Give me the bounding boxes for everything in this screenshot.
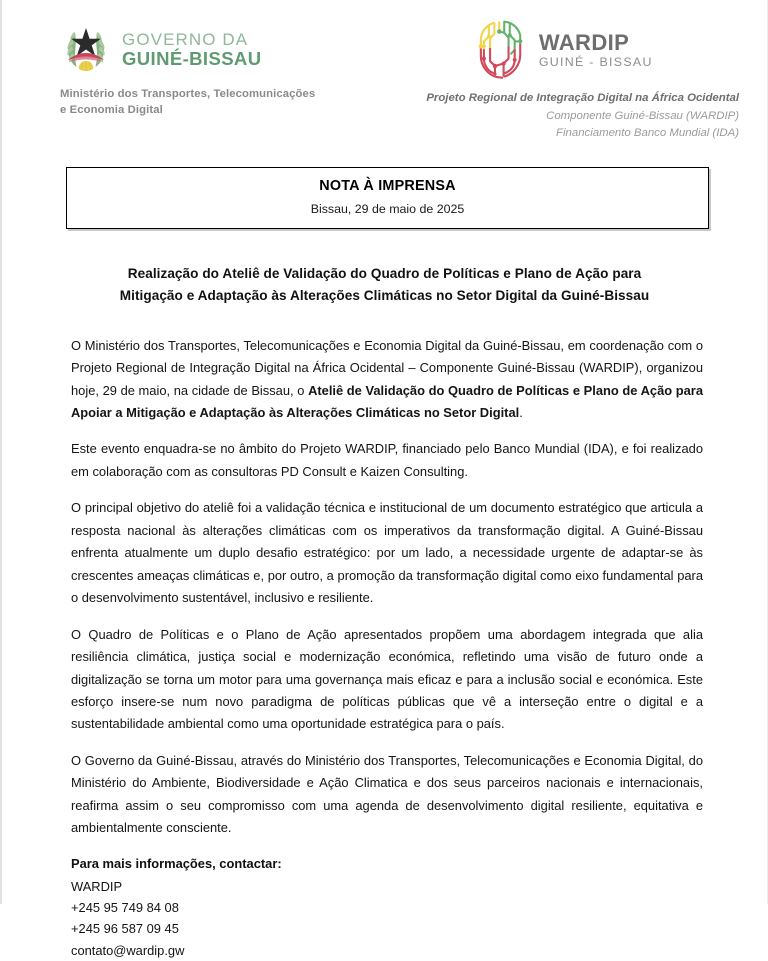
contact-phone-1: +245 95 749 84 08: [71, 900, 179, 915]
paragraph-5: O Governo da Guiné-Bissau, através do Ministério dos Transportes, Telecomunicações e Economia Digital, do Ministério do Ambiente, Biodiversidade e Ação Climatica e dos seus parceiros nacionais e internacionais, reafirma assim o seu compromisso com uma agenda de desenvolvimento digital resiliente, equitativa e ambientalmente consciente.: [71, 752, 703, 836]
paragraph-1-prefix: O Ministério dos Transportes, Telecomunicações e Economia Digital da Guiné-Bissau, em coordenação com o Projeto Regional de Integração Digital na África Ocidental – Componente Guiné-Bissau (WARDIP), organizou hoje, 29 de maio, na cidade de Bissau, o: [71, 337, 703, 398]
project-title-line1: Projeto Regional de Integração Digital na África Ocidental: [426, 92, 739, 104]
government-lockup: [60, 24, 389, 74]
contact-heading: Para mais informações, contactar:: [71, 855, 282, 871]
press-release-banner-wrap: [2, 143, 767, 229]
wardip-logo-name: WARDIP: [538, 29, 630, 55]
wardip-logo-subtitle: GUINÉ - BISSAU: [538, 54, 653, 69]
document-header: [2, 0, 767, 143]
wardip-brain-circuit-icon: [475, 18, 531, 82]
wardip-wordmark: [538, 29, 653, 69]
press-release-heading: NOTA À IMPRENSA: [319, 178, 456, 195]
page-title: [68, 263, 701, 307]
project-component-line: Componente Guiné-Bissau (WARDIP): [546, 109, 739, 122]
press-release-banner: [66, 167, 709, 229]
wardip-branding: [389, 16, 739, 143]
contact-email: contato@wardip.gw: [71, 942, 185, 958]
paragraph-2: Este evento enquadra-se no âmbito do Projeto WARDIP, financiado pelo Banco Mundial (IDA), e foi realizado em colaboração com as consultoras PD Consult e Kaizen Consulting.: [71, 441, 703, 479]
contact-phone-2: +245 96 587 09 45: [71, 921, 179, 937]
project-funding-line: Financiamento Banco Mundial (IDA): [556, 127, 739, 140]
government-wordmark-line2: GUINÉ-BISSAU: [122, 48, 262, 70]
wardip-lockup: [389, 18, 739, 82]
ministry-subtitle-line2: e Economia Digital: [60, 104, 163, 117]
guinea-bissau-coat-of-arms-icon: [60, 24, 112, 74]
page-title-line2: Mitigação e Adaptação às Alterações Climáticas no Setor Digital da Guiné-Bissau: [119, 287, 650, 303]
document-body: [2, 307, 767, 840]
contact-organization: WARDIP: [71, 878, 123, 894]
press-release-date: Bissau, 29 de maio de 2025: [310, 202, 465, 217]
government-wordmark-line1: GOVERNO DA: [122, 30, 249, 50]
contact-block: [2, 840, 767, 961]
paragraph-1: [71, 335, 703, 425]
ministry-subtitle: [60, 86, 389, 119]
paragraph-4: O Quadro de Políticas e o Plano de Ação apresentados propõem uma abordagem integrada que alia resiliência climática, justiça social e modernização económica, refletindo uma visão de futuro onde a digitalização se torna um motor para uma governança mais eficaz e para a inclusão social e económica. Este esforço insere-se num novo paradigma de políticas públicas que vê a interseção entre o digital e a sustentabilidade ambiental como uma oportunidade estratégica para o país.: [71, 626, 703, 732]
page-title-line1: Realização do Ateliê de Validação do Quadro de Políticas e Plano de Ação para: [127, 265, 642, 281]
government-branding: [60, 16, 389, 119]
government-wordmark: [122, 29, 261, 69]
paragraph-1-suffix: .: [519, 404, 523, 420]
paragraph-3: O principal objetivo do ateliê foi a validação técnica e institucional de um documento estratégico que articula a resposta nacional às alterações climáticas com os imperativos da transformação digital. A Guiné-Bissau enfrenta atualmente um duplo desafio estratégico: por um lado, a necessidade urgente de adaptar-se às crescentes ameaças climáticas e, por outro, a promoção da transformação digital como eixo fundamental para o desenvolvimento sustentável, inclusivo e resiliente.: [71, 500, 703, 606]
paragraph-1-bold: Ateliê de Validação do Quadro de Políticas e Plano de Ação para Apoiar a Mitigação e Adaptação às Alterações Climáticas no Setor Digital: [71, 382, 703, 420]
ministry-subtitle-line1: Ministério dos Transportes, Telecomunicações: [60, 88, 316, 100]
